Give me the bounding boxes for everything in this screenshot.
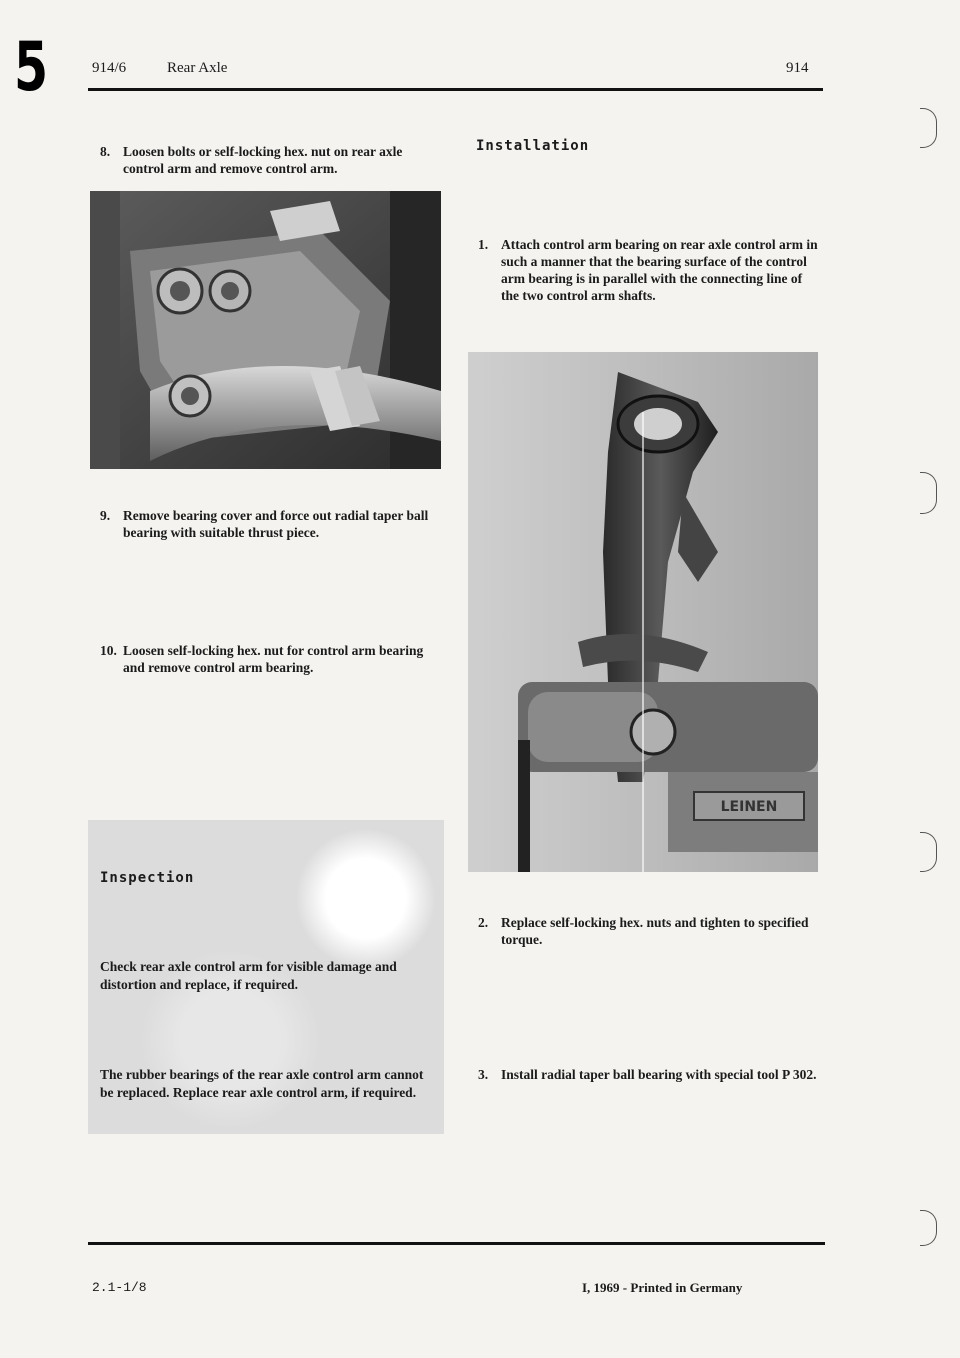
step-text: Install radial taper ball bearing with special tool P 302.	[501, 1067, 817, 1082]
doc-code: 914/6	[92, 60, 127, 76]
install-step-1	[478, 236, 823, 331]
step-number: 2.	[478, 915, 489, 930]
step-8	[100, 143, 440, 183]
step-number: 9.	[100, 508, 111, 523]
step-text: Loosen self-locking hex. nut for control arm bearing and remove control arm bearing.	[123, 643, 424, 675]
step-number: 3.	[478, 1067, 489, 1082]
inspection-paragraph-1: Check rear axle control arm for visible damage and distortion and replace, if required.	[100, 959, 397, 992]
header-rule	[88, 88, 823, 91]
vise-brand-label: LEINEN	[720, 799, 778, 815]
step-number: 8.	[100, 144, 111, 159]
inspection-heading: Inspection	[100, 870, 195, 886]
binder-hole	[920, 472, 937, 514]
install-step-2	[478, 914, 823, 954]
step-9	[100, 507, 440, 547]
inspection-paragraph-2: The rubber bearings of the rear axle control arm cannot be replaced. Replace rear axle control arm, if required.	[100, 1067, 424, 1100]
binder-hole	[920, 1210, 937, 1246]
footer-rule	[88, 1242, 825, 1245]
step-number: 1.	[478, 237, 489, 252]
photo-control-arm-mount	[90, 191, 441, 469]
photo-control-arm-in-vise	[468, 352, 818, 872]
model-number: 914	[786, 60, 809, 76]
step-text: Replace self-locking hex. nuts and tighten to specified torque.	[501, 915, 809, 947]
step-number: 10.	[100, 643, 117, 658]
page-number: 2.1-1/8	[92, 1280, 147, 1295]
photo-control-arm-in-vise-image	[468, 352, 818, 872]
edition-note: I, 1969 - Printed in Germany	[582, 1280, 743, 1295]
photo-control-arm-mount-image	[90, 191, 441, 469]
install-step-3	[478, 1066, 823, 1106]
binder-hole	[920, 108, 937, 148]
step-text: Attach control arm bearing on rear axle control arm in such a manner that the bearing surface of the control arm bearing is in parallel with the connecting line of the two control arm shafts.	[501, 237, 818, 303]
binder-hole	[920, 832, 937, 872]
step-10	[100, 642, 445, 682]
installation-heading: Installation	[476, 138, 590, 154]
step-text: Loosen bolts or self-locking hex. nut on rear axle control arm and remove control arm.	[123, 144, 403, 176]
chapter-number: 5	[14, 28, 49, 107]
step-text: Remove bearing cover and force out radial taper ball bearing with suitable thrust piece.	[123, 508, 429, 540]
section-title: Rear Axle	[167, 60, 228, 76]
